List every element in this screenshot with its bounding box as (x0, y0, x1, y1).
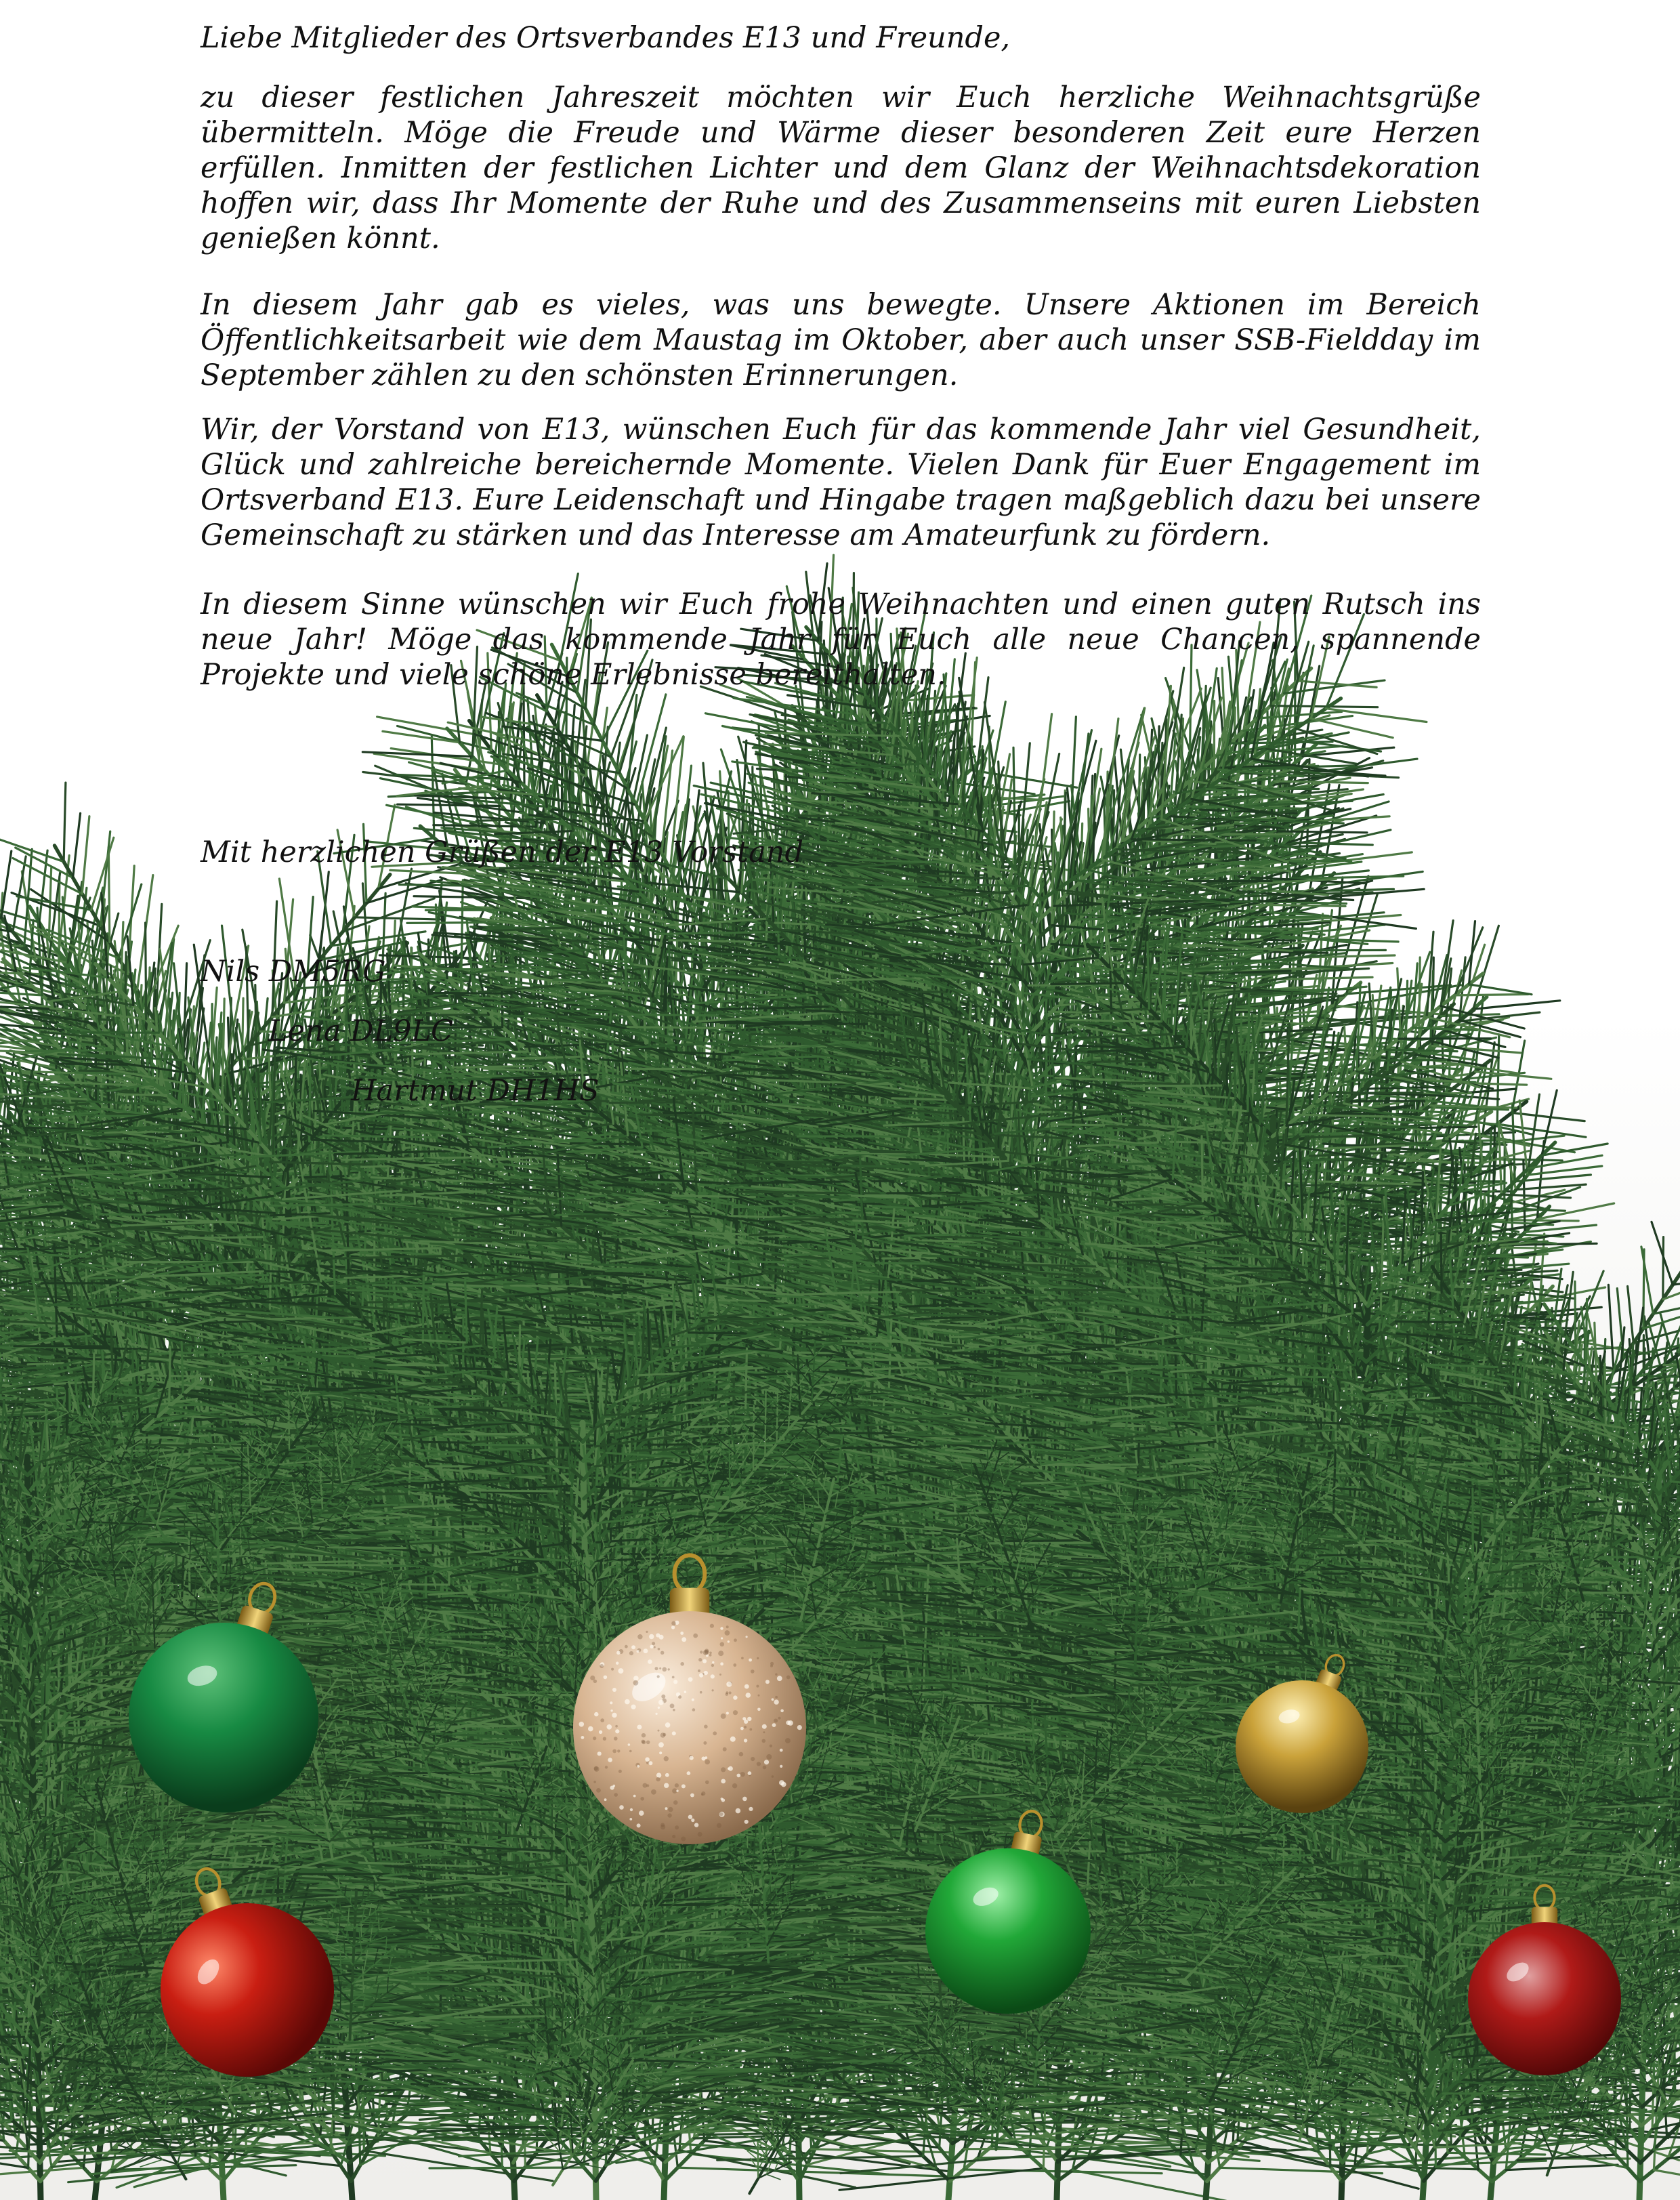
signature-nils: Nils DM5RG (201, 954, 385, 989)
letter-paragraph-3: Wir, der Vorstand von E13, wünschen Euch für das kommende Jahr viel Gesundheit, Glück und zahlreiche bereichernde Momente. Vielen Dank für Euer Engagement im Ortsverband E13. Eure Leidenschaft und Hingabe tragen maßgeblich dazu bei unsere Gemeinschaft zu stärken und das Interesse am Amateurfunk zu fördern. (201, 412, 1481, 553)
letter-greeting: Liebe Mitglieder des Ortsverbandes E13 und Freunde, (201, 20, 1481, 56)
signature-lena: Lena DL9LC (268, 1014, 453, 1049)
letter-paragraph-4: In diesem Sinne wünschen wir Euch frohe Weihnachten und einen guten Rutsch ins neue Jahr! Möge das kommende Jahr für Euch alle neue Chancen, spannende Projekte und viele schöne Erlebnisse bereithalten. (201, 587, 1481, 692)
letter-paragraph-1: zu dieser festlichen Jahreszeit möchten wir Euch herzliche Weihnachtsgrüße übermitteln. Möge die Freude und Wärme dieser besonderen Zeit eure Herzen erfüllen. Inmitten der festlichen Lichter und dem Glanz der Weihnachtsdekoration hoffen wir, dass Ihr Momente der Ruhe und des Zusammenseins mit euren Liebsten genießen könnt. (201, 80, 1481, 256)
letter-paragraph-2: In diesem Jahr gab es vieles, was uns bewegte. Unsere Aktionen im Bereich Öffentlichkeitsarbeit wie dem Maustag im Oktober, aber auch unser SSB-Fieldday im September zählen zu den schönsten Erinnerungen. (201, 287, 1481, 393)
signature-hartmut: Hartmut DH1HS (351, 1073, 600, 1108)
letter-closing: Mit herzlichen Grüßen der E13 Vorstand (201, 835, 803, 870)
